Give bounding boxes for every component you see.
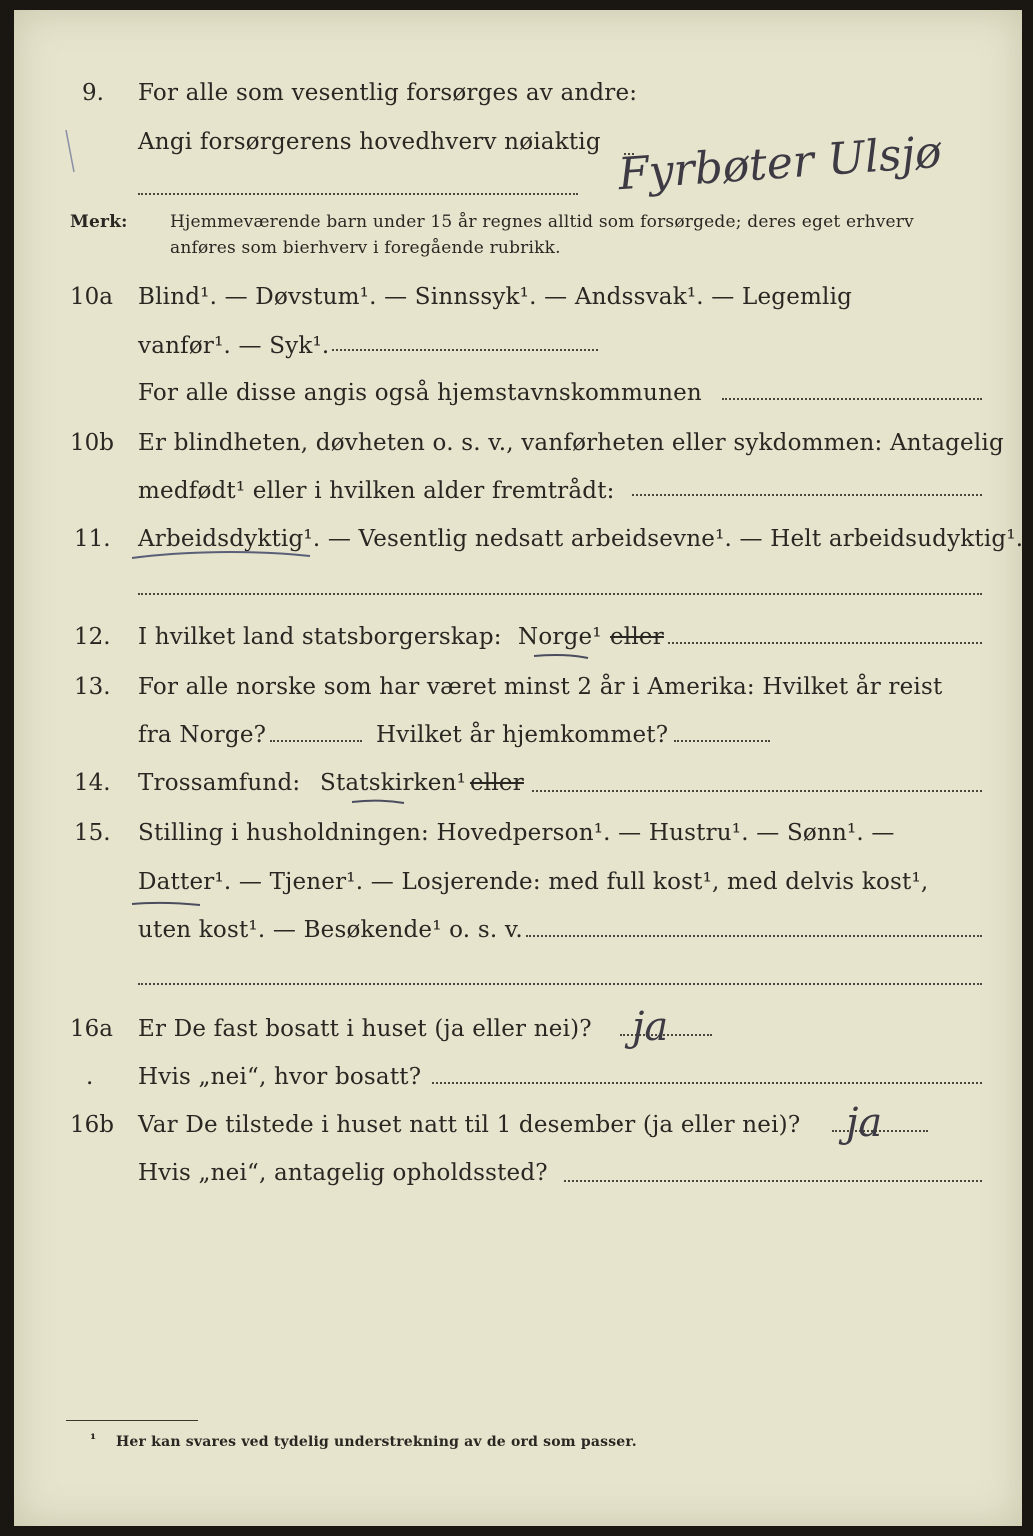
q16b-line1: Var De tilstede i huset natt til 1 desember (ja eller nei)? — [138, 1112, 801, 1138]
q15-line3: uten kost¹. — Besøkende¹ o. s. v. — [138, 917, 523, 943]
q16a-line1: Er De fast bosatt i huset (ja eller nei)? — [138, 1016, 592, 1042]
q9-line2: Angi forsørgerens hovedhverv nøiaktig — [138, 129, 601, 155]
q16a-handwritten-answer: ja — [632, 1004, 669, 1050]
merk-line2: anføres som bierhverv i foregående rubrikk. — [170, 238, 561, 258]
q14-number: 14. — [74, 770, 111, 796]
q16a-dot: . — [86, 1064, 94, 1090]
q9-number: 9. — [82, 80, 104, 106]
q11-underline-arbeidsdyktig — [132, 552, 310, 558]
q13-line2a: fra Norge? — [138, 722, 267, 748]
q10a-line1: Blind¹. — Døvstum¹. — Sinnssyk¹. — Andssvak¹. — Legemlig — [138, 284, 853, 310]
footnote-text: Her kan svares ved tydelig understrekning av de ord som passer. — [116, 1434, 637, 1450]
q12-norge: Norge¹ — [518, 624, 602, 650]
q12-line1: I hvilket land statsborgerskap: — [138, 624, 502, 650]
q9-handwritten-answer: Fyrbøter Ulsjø — [616, 126, 944, 201]
q12-number: 12. — [74, 624, 111, 650]
q14-statskirken: Statskirken¹ — [320, 770, 467, 796]
q16a-line2: Hvis „nei“, hvor bosatt? — [138, 1064, 422, 1090]
q15-number: 15. — [74, 820, 111, 846]
q10b-number: 10b — [70, 430, 114, 456]
pen-underline-marks — [14, 10, 1022, 1526]
q16b-line2: Hvis „nei“, antagelig opholdssted? — [138, 1160, 548, 1186]
q14-label: Trossamfund: — [138, 770, 301, 796]
q13-number: 13. — [74, 674, 111, 700]
q16b-handwritten-answer: ja — [846, 1100, 883, 1146]
q15-line2: Datter¹. — Tjener¹. — Losjerende: med full kost¹, med delvis kost¹, — [138, 869, 929, 895]
q15-line1: Stilling i husholdningen: Hovedperson¹. — Hustru¹. — Sønn¹. — — [138, 820, 895, 846]
merk-label: Merk: — [70, 212, 128, 232]
q14-eller-struck: eller — [470, 770, 524, 796]
q13-line1: For alle norske som har været minst 2 år i Amerika: Hvilket år reist — [138, 674, 943, 700]
q9-line1: For alle som vesentlig forsørges av andre: — [138, 80, 638, 106]
q13-line2b: Hvilket år hjemkommet? — [376, 722, 669, 748]
q11-line1: Arbeidsdyktig¹. — Vesentlig nedsatt arbeidsevne¹. — Helt arbeidsudyktig¹. — [138, 526, 1024, 552]
q12-underline-norge — [534, 655, 588, 658]
q10a-line3: For alle disse angis også hjemstavnskommunen — [138, 380, 702, 406]
q15-underline-datter — [132, 903, 200, 905]
q10a-line2: vanfør¹. — Syk¹. — [138, 333, 330, 359]
census-form-page — [14, 10, 1022, 1526]
q16a-number: 16a — [70, 1016, 113, 1042]
merk-line1: Hjemmeværende barn under 15 år regnes alltid som forsørgede; deres eget erhverv — [170, 212, 914, 232]
q10b-line1: Er blindheten, døvheten o. s. v., vanførheten eller sykdommen: Antagelig — [138, 430, 1004, 456]
q12-eller-struck: eller — [610, 624, 664, 650]
q9-margin-mark — [66, 130, 74, 172]
q11-number: 11. — [74, 526, 111, 552]
q10b-line2: medfødt¹ eller i hvilken alder fremtrådt: — [138, 478, 615, 504]
q14-underline-statskirken — [352, 801, 404, 803]
footnote-mark: ¹ — [90, 1432, 97, 1448]
q10a-number: 10a — [70, 284, 113, 310]
q16b-number: 16b — [70, 1112, 114, 1138]
